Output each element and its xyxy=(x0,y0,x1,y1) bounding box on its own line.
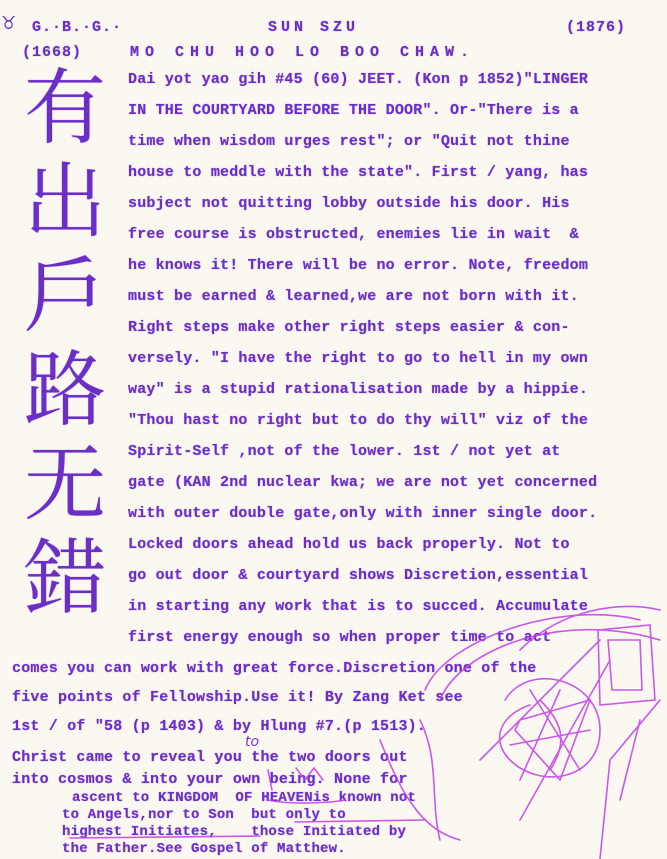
chinese-char: 戶 xyxy=(24,249,107,344)
header-title: MO CHU HOO LO BOO CHAW. xyxy=(130,44,476,61)
chinese-char: 出 xyxy=(24,155,107,250)
body-line: first energy enough so when proper time to act xyxy=(128,629,552,646)
chinese-char: 有 xyxy=(24,61,107,156)
body-line: time when wisdom urges rest"; or "Quit not thine xyxy=(128,133,570,150)
chinese-char: 路 xyxy=(24,343,107,438)
body-line: versely. "I have the right to go to hell in my own xyxy=(128,350,589,367)
body-line: to Angels,nor to Son but only to xyxy=(62,807,346,823)
body-line: must be earned & learned,we are not born with it. xyxy=(128,288,579,305)
body-line: into cosmos & into your own being. None for xyxy=(12,771,408,788)
body-line: "Thou hast no right but to do thy will" viz of the xyxy=(128,412,589,429)
body-line: comes you can work with great force.Discretion one of the xyxy=(12,660,537,677)
body-line: subject not quitting lobby outside his door. His xyxy=(128,195,570,212)
body-line: in starting any work that is to succed. Accumulate xyxy=(128,598,589,615)
body-line: IN THE COURTYARD BEFORE THE DOOR". Or-"There is a xyxy=(128,102,579,119)
body-line: house to meddle with the state". First / yang, has xyxy=(128,164,589,181)
chinese-char: 錯 xyxy=(24,531,107,626)
chinese-char: 无 xyxy=(24,437,107,532)
body-line: Christ came to reveal you the two doors out xyxy=(12,749,408,766)
body-line: free course is obstructed, enemies lie in wait & xyxy=(128,226,579,243)
body-line: gate (KAN 2nd nuclear kwa; we are not yet concerned xyxy=(128,474,598,491)
body-line: way" is a stupid rationalisation made by a hippie. xyxy=(128,381,589,398)
header-year-right: (1876) xyxy=(566,19,627,36)
header-initials: G.·B.·G.· xyxy=(32,19,123,36)
body-line: ascent to KINGDOM OF HEAVENis known not xyxy=(72,790,417,806)
handwritten-annotation: to xyxy=(245,734,260,750)
body-line: highest Initiates, those Initiated by xyxy=(62,824,407,840)
body-line: Dai yot yao gih #45 (60) JEET. (Kon p 1852)"LINGER xyxy=(128,71,589,88)
body-line: 1st / of "58 (p 1403) & by Hlung #7.(p 1513). xyxy=(12,718,427,735)
body-line: he knows it! There will be no error. Note, freedom xyxy=(128,257,589,274)
header-author: SUN SZU xyxy=(268,19,360,36)
taurus-symbol-icon: ♉ xyxy=(2,11,16,36)
body-line: Right steps make other right steps easier & con- xyxy=(128,319,570,336)
body-line: with outer double gate,only with inner single door. xyxy=(128,505,598,522)
header-year-left: (1668) xyxy=(22,44,83,61)
body-line: go out door & courtyard shows Discretion,essential xyxy=(128,567,589,584)
body-line: five points of Fellowship.Use it! By Zang Ket see xyxy=(12,689,463,706)
body-line: Locked doors ahead hold us back properly. Not to xyxy=(128,536,570,553)
body-line: Spirit-Self ,not of the lower. 1st / not yet at xyxy=(128,443,561,460)
body-line: the Father.See Gospel of Matthew. xyxy=(62,841,346,857)
